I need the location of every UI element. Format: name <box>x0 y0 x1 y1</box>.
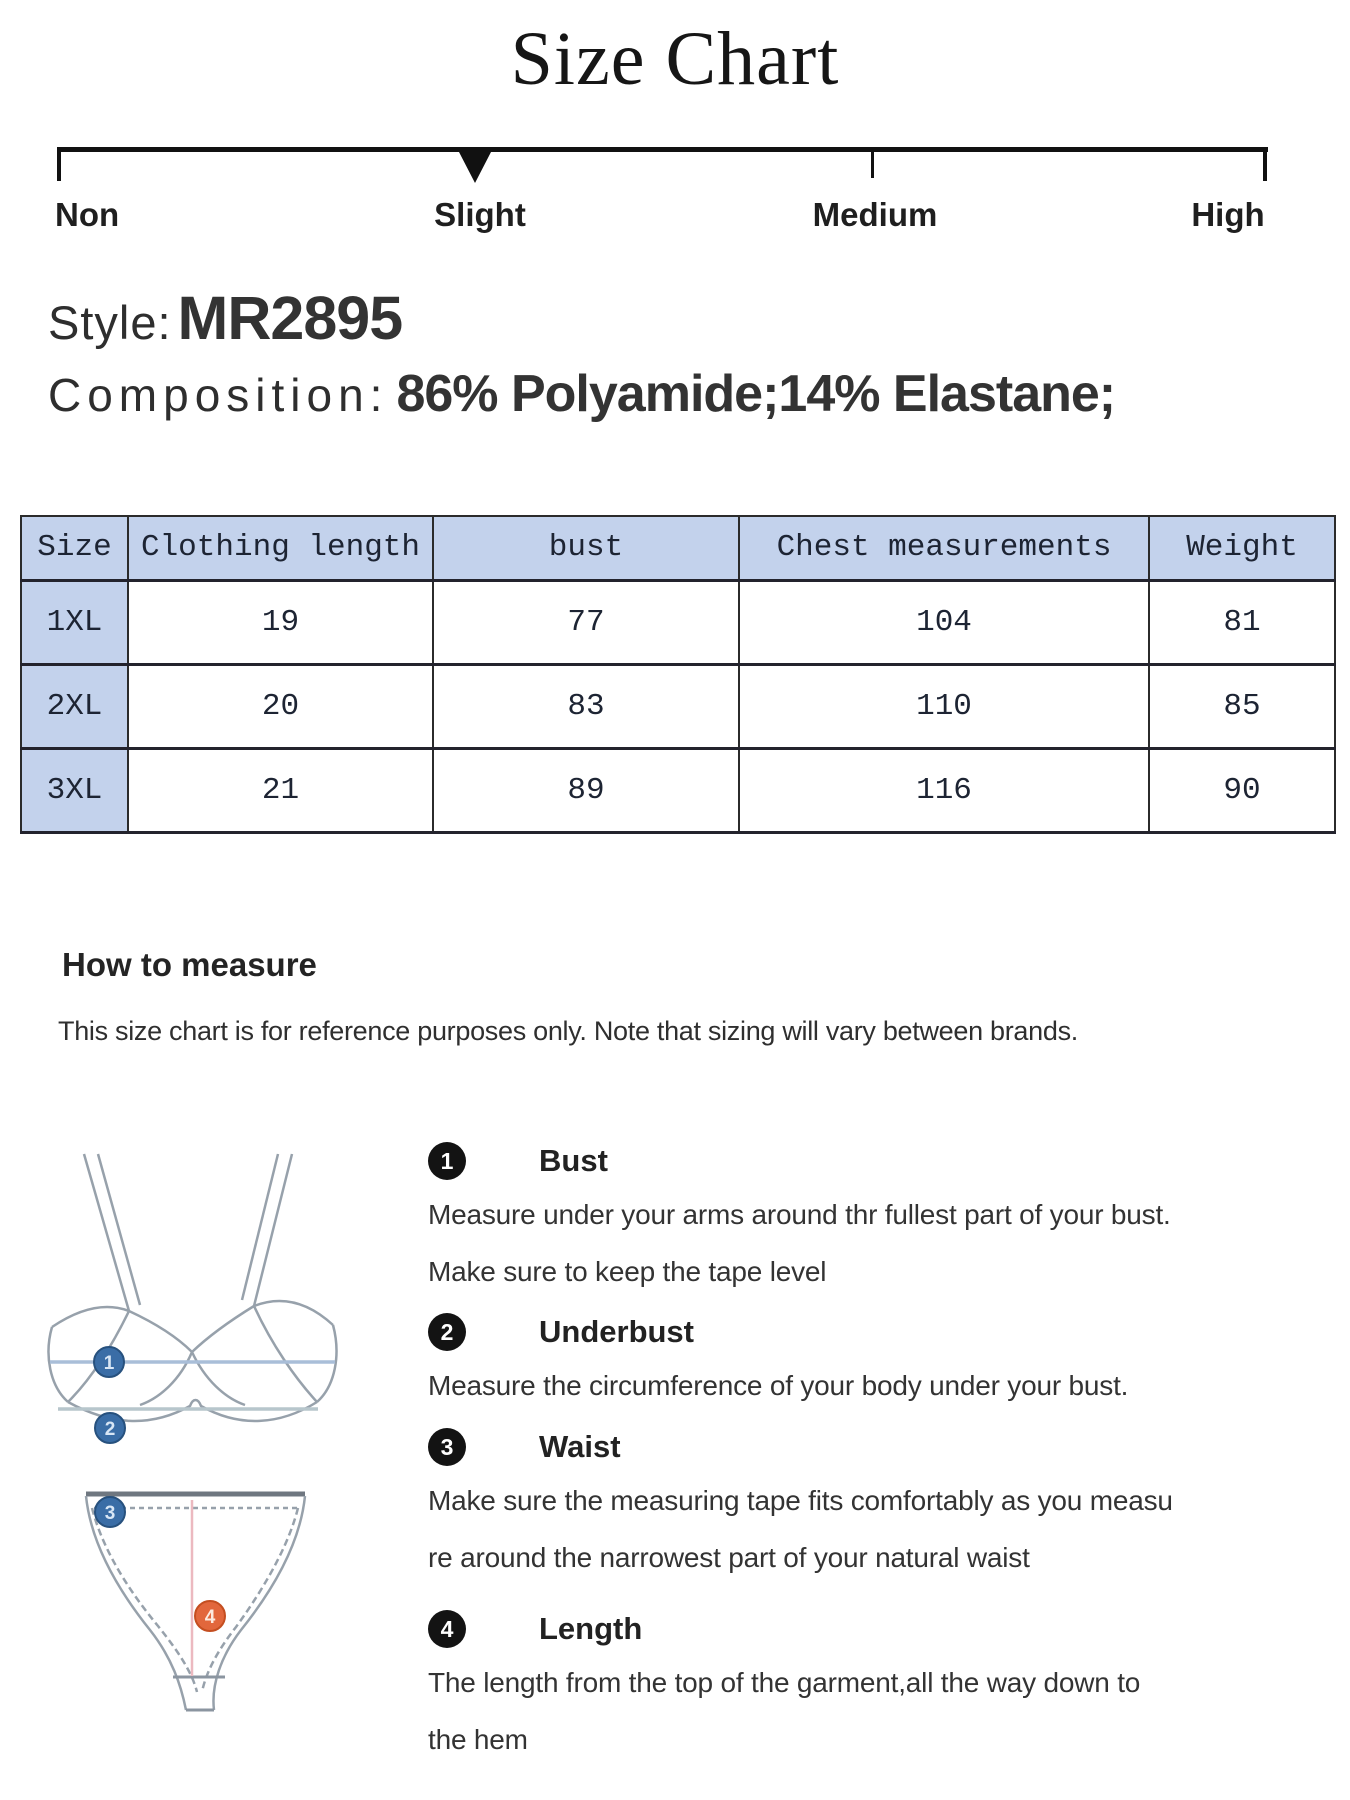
table-header-row <box>21 516 1335 580</box>
scale-tick-high <box>1263 147 1267 181</box>
table-row <box>21 748 1335 832</box>
underbust-marker <box>95 1413 125 1443</box>
how-to-measure-note: This size chart is for reference purposes only. Note that sizing will vary between brands. <box>58 1016 1078 1046</box>
table-cell: 104 <box>739 580 1149 664</box>
table-cell: 83 <box>433 664 739 748</box>
step-heading <box>428 1142 1318 1180</box>
table-header-cell: Size <box>21 516 128 580</box>
step-number-badge: 2 <box>428 1313 466 1351</box>
table-cell: 77 <box>433 580 739 664</box>
scale-tick-medium <box>871 150 874 178</box>
table-header-cell: Chest measurements <box>739 516 1149 580</box>
table-row <box>21 664 1335 748</box>
svg-text:4: 4 <box>204 1607 216 1628</box>
page-title: Size Chart <box>510 17 840 101</box>
composition-label: Composition: <box>48 369 389 421</box>
length-marker <box>195 1601 225 1631</box>
step-text: the hem <box>428 1724 528 1755</box>
table-cell: 90 <box>1149 748 1335 832</box>
table-header-cell: bust <box>433 516 739 580</box>
composition-value: 86% Polyamide;14% Elastane; <box>396 365 1116 423</box>
measure-step-length <box>428 1610 1318 1762</box>
step-heading <box>428 1428 1318 1466</box>
table-cell: 20 <box>128 664 433 748</box>
scale-bar <box>57 147 1268 152</box>
bra-drawing <box>49 1154 337 1421</box>
step-heading <box>428 1313 1318 1351</box>
table-cell: 116 <box>739 748 1149 832</box>
step-title: Length <box>539 1611 643 1646</box>
svg-text:1: 1 <box>103 1353 115 1374</box>
scale-label-non: Non <box>55 196 120 233</box>
bust-marker <box>94 1347 124 1377</box>
step-text: Measure the circumference of your body under your bust. <box>428 1370 1129 1401</box>
step-number-badge: 1 <box>428 1142 466 1180</box>
step-text: The length from the top of the garment,all the way down to <box>428 1667 1141 1698</box>
table-header-cell: Clothing length <box>128 516 433 580</box>
waist-marker <box>95 1497 125 1527</box>
table-cell: 85 <box>1149 664 1335 748</box>
scale-label-high: High <box>1191 196 1265 233</box>
panty-drawing <box>86 1494 305 1710</box>
table-row <box>21 580 1335 664</box>
measure-step-underbust <box>428 1313 1318 1408</box>
step-title: Underbust <box>539 1314 694 1349</box>
svg-text:3: 3 <box>104 1503 116 1524</box>
style-value: MR2895 <box>177 284 403 352</box>
table-header-cell: Weight <box>1149 516 1335 580</box>
step-text: re around the narrowest part of your natural waist <box>428 1542 1030 1573</box>
table-cell-size: 1XL <box>21 580 128 664</box>
step-text: Measure under your arms around thr fullest part of your bust. <box>428 1199 1171 1230</box>
style-label: Style: <box>48 296 172 349</box>
table-cell: 110 <box>739 664 1149 748</box>
style-line <box>48 283 402 353</box>
step-heading <box>428 1610 1318 1648</box>
diagram-markers <box>94 1347 225 1631</box>
how-to-measure-heading: How to measure <box>62 946 317 983</box>
table-cell: 19 <box>128 580 433 664</box>
scale-label-slight: Slight <box>434 196 526 233</box>
step-text: Make sure the measuring tape fits comfortably as you measu <box>428 1485 1173 1516</box>
table-cell-size: 2XL <box>21 664 128 748</box>
table-cell: 81 <box>1149 580 1335 664</box>
step-title: Waist <box>539 1429 621 1464</box>
composition-line <box>48 364 1115 424</box>
step-title: Bust <box>539 1143 608 1178</box>
measure-step-bust <box>428 1142 1318 1294</box>
scale-tick-non <box>57 147 61 181</box>
garment-diagram <box>40 1140 345 1740</box>
step-number-badge: 3 <box>428 1428 466 1466</box>
table-cell-size: 3XL <box>21 748 128 832</box>
table-cell: 89 <box>433 748 739 832</box>
step-number-badge: 4 <box>428 1610 466 1648</box>
measure-step-waist <box>428 1428 1318 1580</box>
scale-label-medium: Medium <box>812 196 938 233</box>
selected-level-marker <box>459 152 491 183</box>
step-text: Make sure to keep the tape level <box>428 1256 827 1287</box>
size-table <box>20 515 1336 834</box>
svg-text:2: 2 <box>104 1419 116 1440</box>
table-cell: 21 <box>128 748 433 832</box>
